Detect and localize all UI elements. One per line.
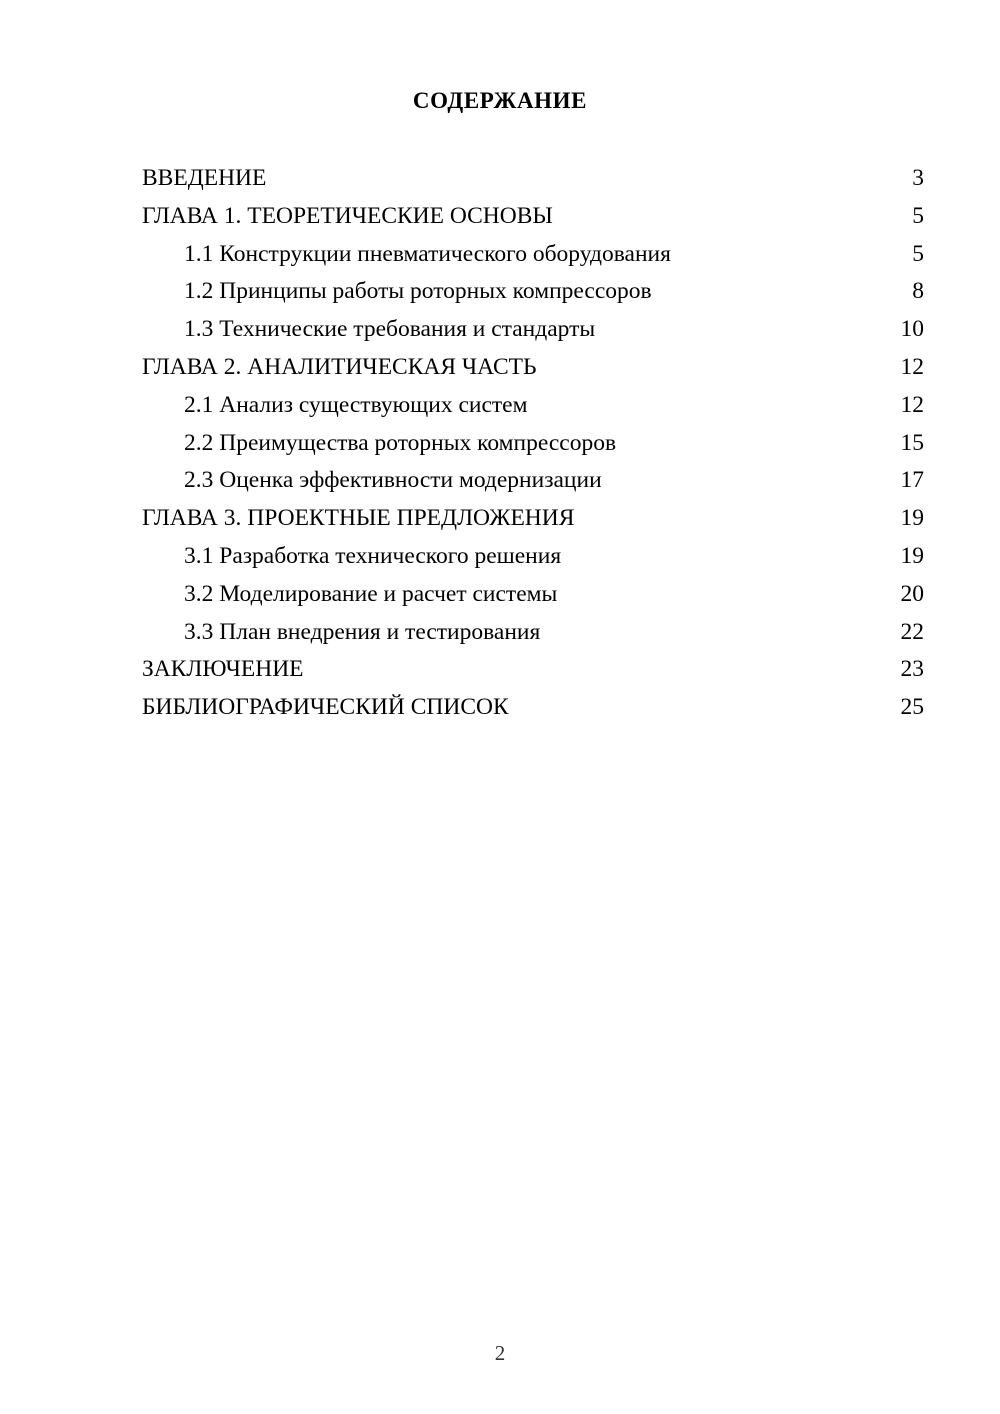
toc-entry[interactable] <box>142 387 924 425</box>
toc-entry-page: 5 <box>912 202 924 229</box>
toc-entry[interactable] <box>142 273 924 311</box>
toc-entry[interactable] <box>142 160 924 198</box>
toc-entry-page: 22 <box>900 618 924 645</box>
toc-entry-label: ВВЕДЕНИЕ <box>142 165 267 191</box>
toc-entry-page: 19 <box>900 505 924 532</box>
toc-entry-label: БИБЛИОГРАФИЧЕСКИЙ СПИСОК <box>142 694 509 721</box>
toc-entry-label: 3.1 Разработка технического решения <box>184 542 562 569</box>
toc-entry-label: 3.3 План внедрения и тестирования <box>184 618 541 645</box>
toc-entry-page: 12 <box>900 353 924 380</box>
toc-entry-page: 8 <box>912 278 924 305</box>
toc-entry-page: 3 <box>912 165 924 191</box>
toc-entry-page: 19 <box>900 542 924 569</box>
toc-entry-page: 15 <box>900 429 924 456</box>
toc-entry-label: ГЛАВА 2. АНАЛИТИЧЕСКАЯ ЧАСТЬ <box>142 353 537 380</box>
toc-entry-label: 2.3 Оценка эффективности модернизации <box>184 467 602 494</box>
toc-entry-page: 5 <box>912 240 924 267</box>
toc-entry[interactable] <box>142 500 924 538</box>
toc-entry-label: 2.1 Анализ существующих систем <box>184 391 528 418</box>
toc-entry[interactable] <box>142 689 924 727</box>
toc-entry-page: 23 <box>900 656 924 683</box>
toc-entry-label: 1.1 Конструкции пневматического оборудования <box>184 240 671 267</box>
toc-entry[interactable] <box>142 311 924 349</box>
toc-entry-label: 1.2 Принципы работы роторных компрессоров <box>184 278 652 305</box>
toc-entry[interactable] <box>142 462 924 500</box>
toc-entry-label: 1.3 Технические требования и стандарты <box>184 316 596 343</box>
toc-entry-page: 25 <box>900 694 924 721</box>
table-of-contents <box>142 160 924 727</box>
toc-entry-label: ЗАКЛЮЧЕНИЕ <box>142 656 304 683</box>
toc-entry-label: 3.2 Моделирование и расчет системы <box>184 580 558 607</box>
toc-entry[interactable] <box>142 425 924 463</box>
page-title: СОДЕРЖАНИЕ <box>412 88 588 113</box>
toc-entry[interactable] <box>142 198 924 236</box>
toc-entry[interactable] <box>142 576 924 614</box>
toc-entry-page: 12 <box>900 391 924 418</box>
toc-entry-page: 17 <box>900 467 924 494</box>
footer-page-number: 2 <box>494 1341 506 1365</box>
toc-entry-label: 2.2 Преимущества роторных компрессоров <box>184 429 617 456</box>
toc-entry-label: ГЛАВА 3. ПРОЕКТНЫЕ ПРЕДЛОЖЕНИЯ <box>142 505 575 532</box>
toc-entry-page: 20 <box>900 580 924 607</box>
toc-entry[interactable] <box>142 651 924 689</box>
toc-entry-label: ГЛАВА 1. ТЕОРЕТИЧЕСКИЕ ОСНОВЫ <box>142 202 553 229</box>
toc-entry-page: 10 <box>900 316 924 343</box>
toc-entry[interactable] <box>142 538 924 576</box>
toc-entry[interactable] <box>142 614 924 652</box>
toc-entry[interactable] <box>142 236 924 274</box>
toc-entry[interactable] <box>142 349 924 387</box>
